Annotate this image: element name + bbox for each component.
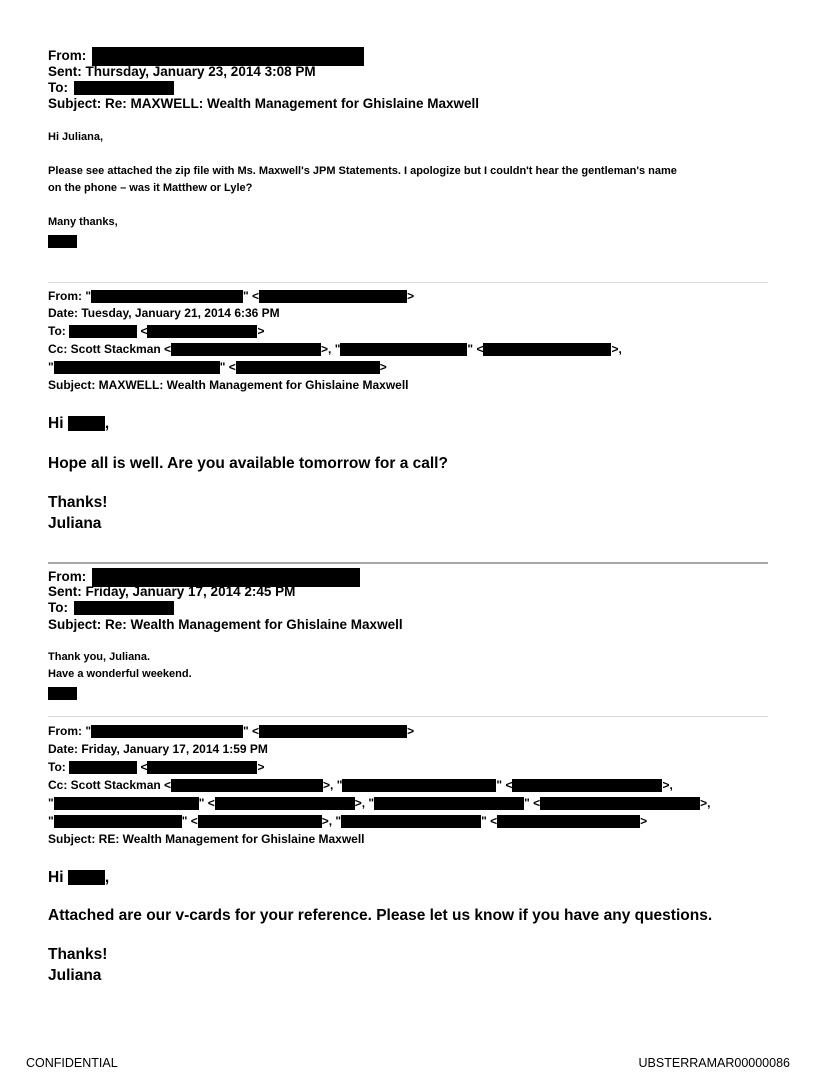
email2-to-end: > xyxy=(257,324,265,338)
email1-body-line2: on the phone – was it Matthew or Lyle? xyxy=(48,182,253,194)
email3-line1: Thank you, Juliana. xyxy=(48,651,151,663)
email2-to-mid: < xyxy=(140,324,148,338)
email1-to-label: To: xyxy=(48,80,68,95)
email2-greeting-start: Hi xyxy=(48,415,64,432)
email4-thanks: Thanks! xyxy=(48,946,108,963)
email4-cc-end: >, xyxy=(662,778,673,792)
redaction xyxy=(69,761,137,774)
redaction xyxy=(91,290,243,303)
redaction xyxy=(147,325,257,338)
email4-body-text: Attached are our v-cards for your reference. Please let us know if you have any questions. xyxy=(48,907,713,924)
email2-greeting xyxy=(48,414,109,434)
redaction xyxy=(236,361,380,374)
email4-date: Date: Friday, January 17, 2014 1:59 PM xyxy=(48,742,268,756)
email4-subject: Subject: RE: Wealth Management for Ghislaine Maxwell xyxy=(48,832,365,846)
email2-signature: Juliana xyxy=(48,515,102,532)
redaction xyxy=(171,779,323,792)
email2-cc2-end: > xyxy=(379,360,387,374)
email3-signature-redaction xyxy=(48,685,77,703)
redaction xyxy=(215,797,355,810)
email1-subject: Subject: Re: MAXWELL: Wealth Management for Ghislaine Maxwell xyxy=(48,96,480,111)
email4-cc-row2 xyxy=(48,796,710,811)
email4-from-mid: " < xyxy=(243,724,260,738)
email4-from-row xyxy=(48,724,414,739)
redaction xyxy=(259,290,407,303)
redaction xyxy=(341,815,481,828)
email4-row3-mid3: " < xyxy=(481,814,498,828)
email4-greeting-start: Hi xyxy=(48,869,64,886)
email2-cc-row2 xyxy=(48,360,387,375)
email4-to-label: To: xyxy=(48,760,66,774)
email4-to-end: > xyxy=(257,760,265,774)
footer-bates-number: UBSTERRAMAR00000086 xyxy=(638,1056,790,1070)
email2-date: Date: Tuesday, January 21, 2014 6:36 PM xyxy=(48,306,280,320)
redaction xyxy=(171,343,321,356)
redaction xyxy=(512,779,662,792)
email2-subject: Subject: MAXWELL: Wealth Management for Ghislaine Maxwell xyxy=(48,378,409,392)
email2-cc-label: Cc: Scott Stackman < xyxy=(48,342,172,356)
redaction xyxy=(340,343,467,356)
email4-to-row xyxy=(48,760,264,775)
redaction xyxy=(497,815,640,828)
email2-cc-row xyxy=(48,342,622,357)
redaction xyxy=(374,797,524,810)
email2-cc-mid2: " < xyxy=(467,342,484,356)
redaction xyxy=(54,815,182,828)
email4-signature: Juliana xyxy=(48,967,102,984)
email4-cc-row3 xyxy=(48,814,647,829)
email1-from-label: From: xyxy=(48,48,87,64)
email4-cc-row xyxy=(48,778,673,793)
email4-row3-end: > xyxy=(640,814,648,828)
email2-greeting-end: , xyxy=(104,415,110,432)
email2-from-row xyxy=(48,289,414,304)
redaction xyxy=(68,416,105,431)
footer-confidential: CONFIDENTIAL xyxy=(26,1056,118,1070)
redaction xyxy=(74,81,174,95)
email1-signature-redaction xyxy=(48,233,77,251)
email2-thanks: Thanks! xyxy=(48,494,108,511)
email3-line2: Have a wonderful weekend. xyxy=(48,668,192,680)
redaction xyxy=(74,601,174,615)
divider xyxy=(48,716,768,717)
email1-closing: Many thanks, xyxy=(48,216,118,228)
redaction xyxy=(198,815,322,828)
redaction xyxy=(48,235,77,248)
email1-to-row xyxy=(48,80,174,96)
email3-subject: Subject: Re: Wealth Management for Ghislaine Maxwell xyxy=(48,617,403,632)
divider xyxy=(48,562,768,564)
email3-to-row xyxy=(48,600,174,616)
email3-sent: Sent: Friday, January 17, 2014 2:45 PM xyxy=(48,584,296,599)
email4-greeting-end: , xyxy=(104,869,110,886)
email4-greeting xyxy=(48,868,109,888)
email4-row3-start: " xyxy=(48,814,54,828)
email2-cc-mid1: >, " xyxy=(321,342,341,356)
email4-from-end: > xyxy=(407,724,415,738)
email4-cc-mid2: " < xyxy=(496,778,513,792)
redaction xyxy=(259,725,407,738)
email1-greeting: Hi Juliana, xyxy=(48,131,104,143)
email3-from-label: From: xyxy=(48,569,87,585)
email4-cc-mid1: >, " xyxy=(323,778,343,792)
email4-row2-end: >, xyxy=(700,796,711,810)
redaction xyxy=(91,725,243,738)
email2-from-mid: " < xyxy=(243,289,260,303)
email4-row3-mid2: >, " xyxy=(321,814,342,828)
email2-body-text: Hope all is well. Are you available tomorrow for a call? xyxy=(48,455,448,472)
divider xyxy=(48,282,768,283)
email4-row2-start: " xyxy=(48,796,54,810)
redaction xyxy=(540,797,700,810)
redaction xyxy=(54,361,220,374)
email4-cc-label: Cc: Scott Stackman < xyxy=(48,778,172,792)
redaction xyxy=(54,797,199,810)
email1-sent: Sent: Thursday, January 23, 2014 3:08 PM xyxy=(48,64,316,79)
redaction xyxy=(342,779,496,792)
email2-from-end: > xyxy=(407,289,415,303)
email2-cc2-start: " xyxy=(48,360,54,374)
email4-row2-mid1: " < xyxy=(198,796,215,810)
email3-to-label: To: xyxy=(48,600,68,615)
email2-cc2-mid: " < xyxy=(219,360,236,374)
email1-body-line1: Please see attached the zip file with Ms. Maxwell's JPM Statements. I apologize but I couldn't hear the gentleman's name xyxy=(48,165,677,177)
redaction xyxy=(147,761,257,774)
redaction xyxy=(69,325,137,338)
email2-to-row xyxy=(48,324,264,339)
redaction xyxy=(48,687,77,700)
email4-row3-mid1: " < xyxy=(181,814,198,828)
email4-to-mid: < xyxy=(140,760,148,774)
email4-row2-mid3: " < xyxy=(524,796,541,810)
redaction xyxy=(68,870,105,885)
email4-row2-mid2: >, " xyxy=(354,796,375,810)
email2-from-label: From: " xyxy=(48,289,92,303)
redaction xyxy=(483,343,611,356)
email2-to-label: To: xyxy=(48,324,66,338)
email4-from-label: From: " xyxy=(48,724,92,738)
email2-cc-end: >, xyxy=(611,342,622,356)
